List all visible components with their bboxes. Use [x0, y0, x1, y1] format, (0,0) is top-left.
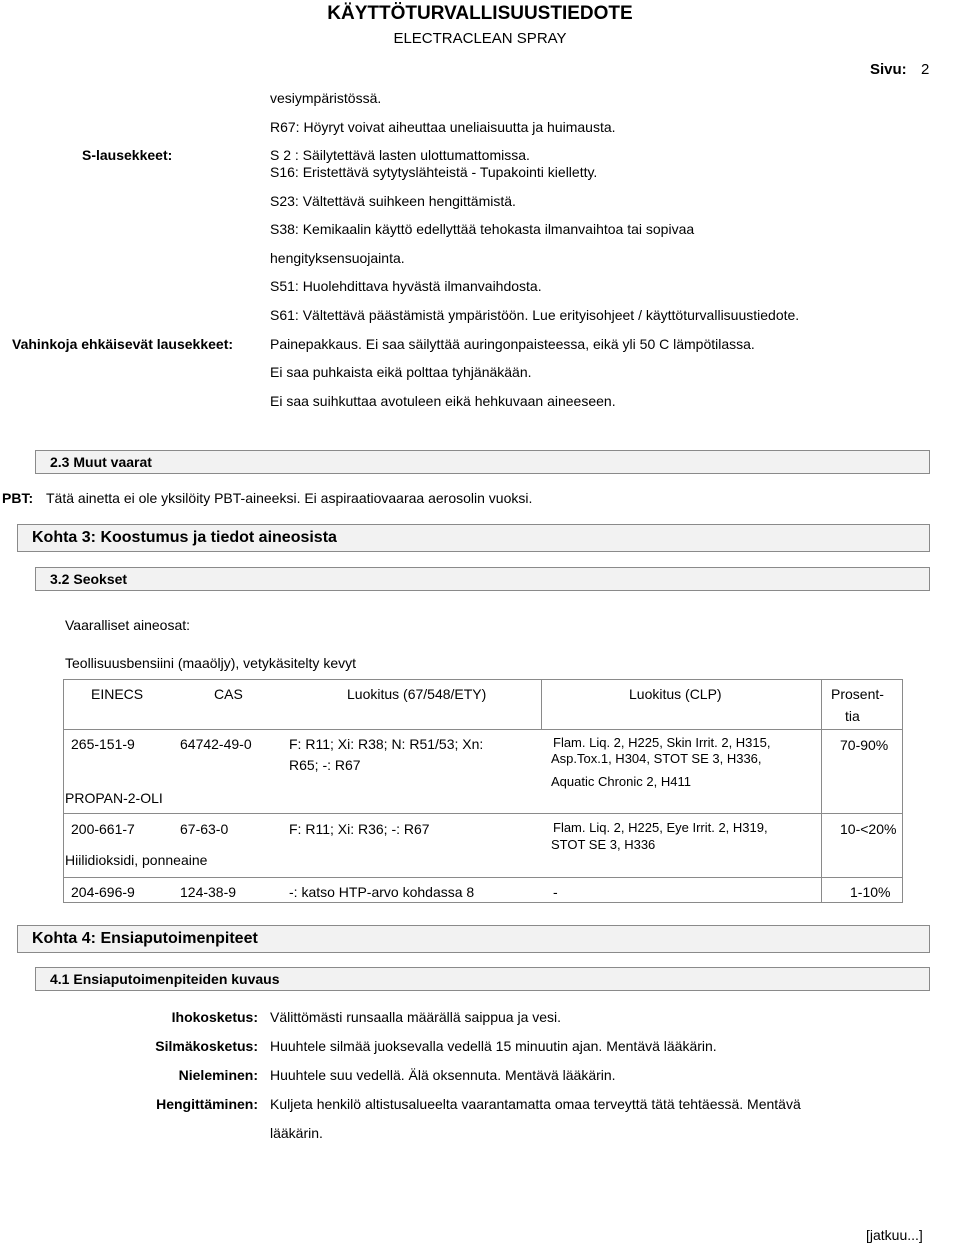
page-number: 2 — [921, 61, 930, 78]
table-header: Prosent- — [831, 686, 884, 702]
table-cell-clp: Aquatic Chronic 2, H411 — [551, 774, 691, 789]
first-aid-text: Kuljeta henkilö altistusalueelta vaarantamatta omaa terveyttä tätä tehtäessä. Mentävä — [270, 1096, 801, 1112]
table-cell-percent: 70-90% — [840, 737, 889, 753]
continued-line: vesiympäristössä. — [270, 90, 382, 106]
page-label: Sivu: — [870, 61, 907, 78]
first-aid-label: Ihokosketus: — [171, 1009, 258, 1025]
pbt-text: Tätä ainetta ei ole yksilöity PBT-aineeksi. Ei aspiraatiovaaraa aerosolin vuoksi. — [46, 490, 533, 506]
section-heading: Kohta 4: Ensiaputoimenpiteet — [17, 925, 930, 953]
s-phrase: S23: Vältettävä suihkeen hengittämistä. — [270, 193, 516, 209]
table-cell-clp: STOT SE 3, H336 — [551, 837, 656, 852]
substance-name: Hiilidioksidi, ponneaine — [65, 852, 208, 868]
table-cell-dsd: -: katso HTP-arvo kohdassa 8 — [289, 884, 475, 900]
precautionary-phrase: Ei saa suihkuttaa avotuleen eikä hehkuvaan aineeseen. — [270, 393, 616, 409]
precautionary-phrase: Painepakkaus. Ei saa säilyttää auringonpaisteessa, eikä yli 50 C lämpötilassa. — [270, 336, 755, 352]
subsection-heading: 2.3 Muut vaarat — [35, 450, 930, 474]
table-cell-clp: - — [553, 884, 558, 900]
first-aid-text: Välittömästi runsaalla määrällä saippua ja vesi. — [270, 1009, 562, 1025]
product-name: ELECTRACLEAN SPRAY — [393, 30, 567, 47]
document-title: KÄYTTÖTURVALLISUUSTIEDOTE — [327, 3, 633, 24]
section-heading: Kohta 3: Koostumus ja tiedot aineosista — [17, 524, 930, 552]
table-cell-einecs: 265-151-9 — [71, 736, 135, 752]
table-header: CAS — [214, 686, 243, 702]
first-aid-label: Nieleminen: — [178, 1067, 258, 1083]
first-aid-label: Hengittäminen: — [156, 1096, 258, 1112]
table-header: EINECS — [91, 686, 144, 702]
substance-name: PROPAN-2-OLI — [65, 790, 163, 806]
pbt-label: PBT: — [2, 490, 34, 506]
precautionary-phrase: Ei saa puhkaista eikä polttaa tyhjänäkään. — [270, 364, 532, 380]
first-aid-label: Silmäkosketus: — [155, 1038, 258, 1054]
table-cell-einecs: 204-696-9 — [71, 884, 135, 900]
s-phrase: S61: Vältettävä päästämistä ympäristöön. Lue erityisohjeet / käyttöturvallisuustiedote. — [270, 307, 800, 323]
subsection-heading: 4.1 Ensiaputoimenpiteiden kuvaus — [35, 967, 930, 991]
table-cell-dsd: F: R11; Xi: R38; N: R51/53; Xn: — [289, 736, 484, 752]
table-cell-percent: 10-<20% — [840, 821, 897, 837]
table-cell-dsd: R65; -: R67 — [289, 757, 361, 773]
table-cell-cas: 67-63-0 — [180, 821, 229, 837]
table-header: tia — [845, 708, 860, 724]
table-cell-einecs: 200-661-7 — [71, 821, 135, 837]
s-phrase: S51: Huolehdittava hyvästä ilmanvaihdosta. — [270, 278, 542, 294]
table-cell-dsd: F: R11; Xi: R36; -: R67 — [289, 821, 430, 837]
first-aid-text: Huuhtele suu vedellä. Älä oksennuta. Mentävä lääkärin. — [270, 1067, 616, 1083]
table-cell-percent: 1-10% — [850, 884, 891, 900]
table-cell-clp: Flam. Liq. 2, H225, Skin Irrit. 2, H315, — [553, 735, 771, 750]
substance-name: Teollisuusbensiini (maaöljy), vetykäsitelty kevyt — [65, 655, 356, 671]
first-aid-text: lääkärin. — [270, 1125, 323, 1141]
table-header: Luokitus (67/548/ETY) — [347, 686, 487, 702]
first-aid-text: Huuhtele silmää juoksevalla vedellä 15 minuutin ajan. Mentävä lääkärin. — [270, 1038, 717, 1054]
s-phrase: S16: Eristettävä sytytyslähteistä - Tupakointi kielletty. — [270, 164, 598, 180]
s-phrase: hengityksensuojainta. — [270, 250, 405, 266]
s-phrase: S38: Kemikaalin käyttö edellyttää tehokasta ilmanvaihtoa tai sopivaa — [270, 221, 695, 237]
continued-marker: [jatkuu...] — [866, 1227, 923, 1243]
hazardous-substances-label: Vaaralliset aineosat: — [65, 617, 191, 633]
precautionary-label: Vahinkoja ehkäisevät lausekkeet: — [12, 336, 234, 352]
table-cell-cas: 64742-49-0 — [180, 736, 252, 752]
subsection-heading: 3.2 Seokset — [35, 567, 930, 591]
table-cell-cas: 124-38-9 — [180, 884, 237, 900]
s-phrases-label: S-lausekkeet: — [82, 147, 173, 163]
r67-phrase: R67: Höyryt voivat aiheuttaa uneliaisuutta ja huimausta. — [270, 119, 616, 135]
table-cell-clp: Flam. Liq. 2, H225, Eye Irrit. 2, H319, — [553, 820, 768, 835]
table-header: Luokitus (CLP) — [629, 686, 722, 702]
s-phrase: S 2 : Säilytettävä lasten ulottumattomissa. — [270, 147, 530, 163]
table-cell-clp: Asp.Tox.1, H304, STOT SE 3, H336, — [551, 751, 762, 766]
